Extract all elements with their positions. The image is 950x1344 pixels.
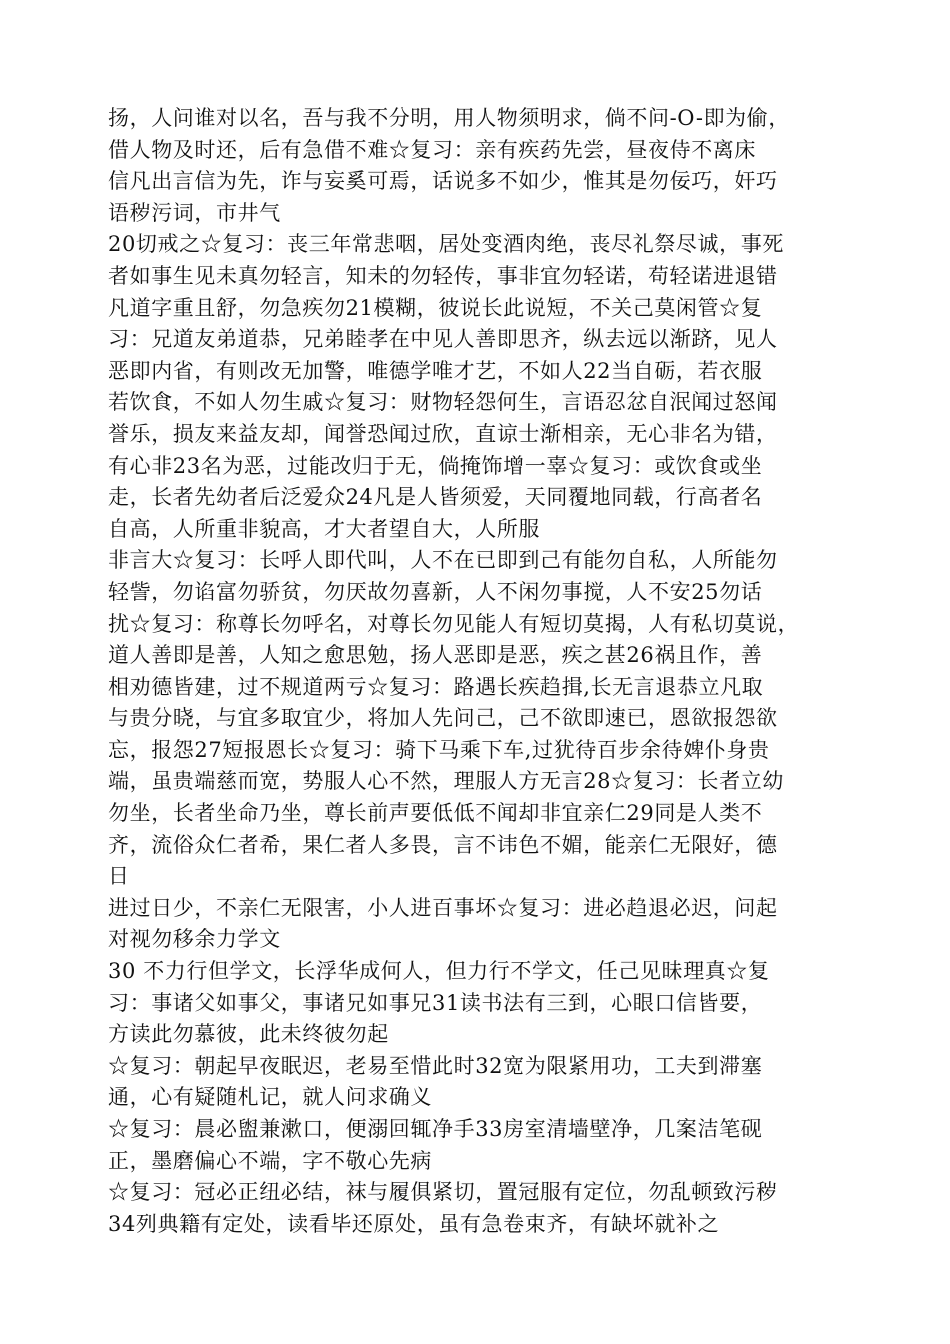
document-text-body: [108, 103, 868, 1240]
text-line: 走，长者先幼者后泛爱众24凡是人皆须爱，天同覆地同载，行高者名: [108, 485, 763, 510]
text-line: 进过日少，不亲仁无限害，小人进百事坏☆复习：进必趋退必迟，问起: [108, 895, 778, 920]
text-line: 34列典籍有定处，读看毕还原处，虽有急卷束齐，有缺坏就补之: [108, 1211, 720, 1236]
text-line: 日: [108, 864, 130, 889]
text-line: 若饮食，不如人勿生戚☆复习：财物轻怨何生，言语忍忿自泯闻过怒闻: [108, 390, 778, 415]
text-line: 30 不力行但学文，长浮华成何人，但力行不学文，任己见昧理真☆复: [108, 959, 770, 984]
text-line: 信凡出言信为先，诈与妄奚可焉，话说多不如少，惟其是勿佞巧，奸巧: [108, 169, 778, 194]
text-line: ☆复习：晨必盥兼漱口，便溺回辄净手33房室清墙壁净，几案洁笔砚: [108, 1117, 763, 1141]
text-line: 习：兄道友弟道恭，兄弟睦孝在中见人善即思齐，纵去远以渐跻，见人: [108, 327, 778, 352]
text-line: 对视勿移余力学文: [108, 927, 281, 952]
text-line: 扬，人问谁对以名，吾与我不分明，用人物须明求，倘不问-O-即为偷，: [108, 106, 790, 130]
text-line: 勿坐，长者坐命乃坐，尊长前声要低低不闻却非宜亲仁29同是人类不: [108, 801, 763, 826]
text-line: ☆复习：朝起早夜眠迟，老易至惜此时32宽为限紧用功，工夫到滞塞: [108, 1053, 763, 1078]
text-line: 非言大☆复习：长呼人即代叫，人不在已即到己有能勿自私，人所能勿: [108, 548, 778, 573]
text-line: 有心非23名为恶，过能改归于无，倘掩饰增一辜☆复习：或饮食或坐: [108, 453, 763, 478]
text-line: 齐，流俗众仁者希，果仁者人多畏，言不讳色不媚，能亲仁无限好，德: [108, 832, 778, 857]
text-line: 道人善即是善，人知之愈思勉，扬人恶即是恶，疾之甚26祸且作，善: [108, 643, 763, 668]
text-line: 借人物及时还，后有急借不难☆复习：亲有疾药先尝，昼夜侍不离床: [108, 137, 756, 162]
text-line: 与贵分晓，与宜多取宜少，将加人先问己，己不欲即速已，恩欲报怨欲: [108, 706, 778, 731]
text-line: 20切戒之☆复习：丧三年常悲咽，居处变酒肉绝，丧尽礼祭尽诚，事死: [108, 232, 784, 257]
text-line: 习：事诸父如事父，事诸兄如事兄31读书法有三到，心眼口信皆要，: [108, 990, 763, 1015]
text-line: 者如事生见未真勿轻言，知未的勿轻传，事非宜勿轻诺，苟轻诺进退错: [108, 263, 778, 288]
text-line: 方读此勿慕彼，此未终彼勿起: [108, 1022, 389, 1047]
text-line: ☆复习：冠必正纽必结，袜与履俱紧切，置冠服有定位，勿乱顿致污秽: [108, 1180, 778, 1205]
text-line: 凡道字重且舒，勿急疾勿21模糊，彼说长此说短，不关己莫闲管☆复: [108, 295, 763, 320]
text-line: 誉乐，损友来益友却，闻誉恐闻过欣，直谅士渐相亲，无心非名为错，: [108, 421, 778, 446]
text-line: 端，虽贵端慈而宽，势服人心不然，理服人方无言28☆复习：长者立幼: [108, 769, 784, 794]
text-line: 扰☆复习：称尊长勿呼名，对尊长勿见能人有短切莫揭，人有私切莫说，: [108, 611, 800, 636]
text-line: 正，墨磨偏心不端，字不敬心先病: [108, 1148, 432, 1173]
text-line: 自高，人所重非貌高，才大者望自大，人所服: [108, 516, 540, 541]
text-line: 相劝德皆建，过不规道两亏☆复习：路遇长疾趋揖,长无言退恭立凡取: [108, 674, 764, 699]
text-line: 恶即内省，有则改无加警，唯德学唯才艺，不如人22当自砺，若衣服: [108, 358, 763, 383]
text-line: 忘，报怨27短报恩长☆复习：骑下马乘下车,过犹待百步余待婢仆身贵: [108, 737, 770, 762]
text-line: 通，心有疑随札记，就人问求确义: [108, 1085, 432, 1110]
text-line: 轻訾，勿谄富勿骄贫，勿厌故勿喜新，人不闲勿事搅，人不安25勿话: [108, 579, 763, 604]
text-line: 语秽污词，市井气: [108, 200, 281, 225]
